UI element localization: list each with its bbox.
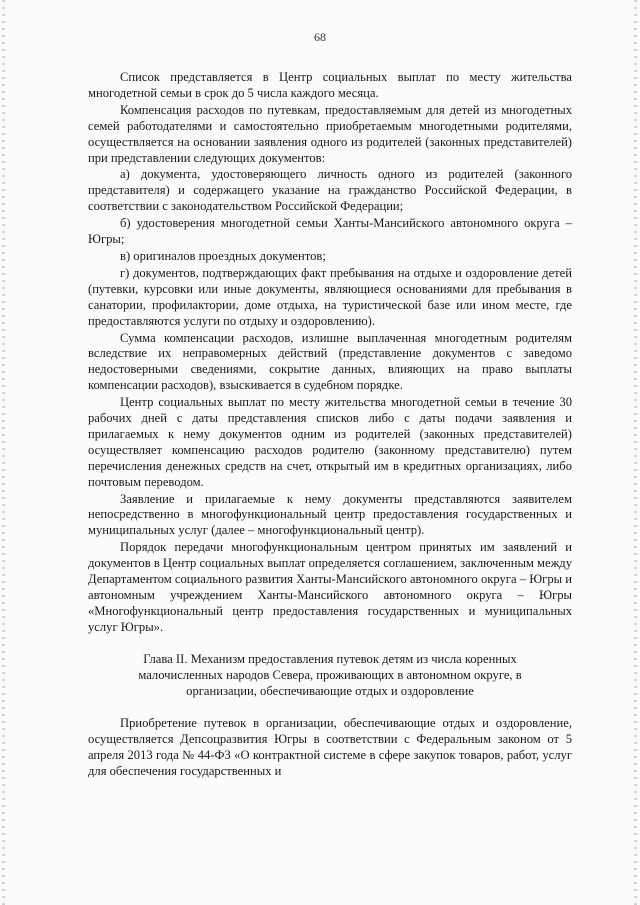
page-number: 68 [314,30,326,44]
chapter-heading: Глава II. Механизм предоставления путевок детям из числа коренных малочисленных народов Севера, проживающих в автономном округе, в организации, обеспечивающие отдых и оздоровление [138,651,522,698]
paragraph-payment-center: Центр социальных выплат по месту жительства многодетной семьи в течение 30 рабочих дней с даты представления списков либо с даты подачи заявления и прилагаемых к нему документов одним из родителей (законных представителей) осуществляет компенсацию расходов родителю (законному представителю) путем перечисления денежных средств на счет, открытый им в кредитных организациях, либо почтовым переводом. [88,395,572,489]
document-body [88,70,572,781]
left-scan-edge [2,0,5,905]
paragraph-item-b: б) удостоверения многодетной семьи Ханты-Мансийского автономного округа – Югры; [88,216,572,247]
paragraph-list-submission: Список представляется в Центр социальных выплат по месту жительства многодетной семьи в срок до 5 числа каждого месяца. [88,70,572,100]
paragraph-overpayment: Сумма компенсации расходов, излишне выплаченная многодетным родителям вследствие их неправомерных действий (представление документов с заведомо недостоверными сведениями, сокрытие данных, влияющих на право выплаты компенсации расходов), взыскивается в судебном порядке. [88,330,572,393]
paragraph-item-g: г) документов, подтверждающих факт пребывания на отдыхе и оздоровление детей (путевки, курсовки или иные документы, являющиеся основаниями для пребывания в санатории, профилактории, доме отдыха, на туристической базе или ином месте, где предоставляются услуги по отдыху и оздоровлению). [88,265,572,328]
paragraph-application-submission: Заявление и прилагаемые к нему документы представляются заявителем непосредственно в многофункциональный центр предоставления государственных и муниципальных услуг (далее – многофункциональный центр). [88,491,572,538]
paragraph-compensation: Компенсация расходов по путевкам, предоставляемым для детей из многодетных семей работодателями и самостоятельно приобретаемым многодетными родителями, осуществляется на основании заявления одного из родителей (законных представителей) при представлении следующих документов: [88,102,572,165]
paragraph-item-a: а) документа, удостоверяющего личность одного из родителей (законного представителя) и содержащего указание на гражданство Российской Федерации, в соответствии с законодательством Российской Федерации; [88,167,572,214]
paragraph-vouchers-purchase: Приобретение путевок в организации, обеспечивающие отдых и оздоровление, осуществляется Депсоцразвития Югры в соответствии с Федеральным законом от 5 апреля 2013 года № 44-ФЗ «О контрактной системе в сфере закупок товаров, работ, услуг для обеспечения государственных и [88,716,572,779]
paragraph-transfer-procedure: Порядок передачи многофункциональным центром принятых им заявлений и документов в Центр социальных выплат определяется соглашением, заключенным между Департаментом социального развития Ханты-Мансийского автономного округа – Югры и автономным учреждением Ханты-Мансийского автономного округа – Югры «Многофункциональный центр предоставления государственных и муниципальных услуг Югры». [88,540,572,634]
right-scan-edge [634,0,637,905]
paragraph-item-v: в) оригиналов проездных документов; [120,248,326,263]
